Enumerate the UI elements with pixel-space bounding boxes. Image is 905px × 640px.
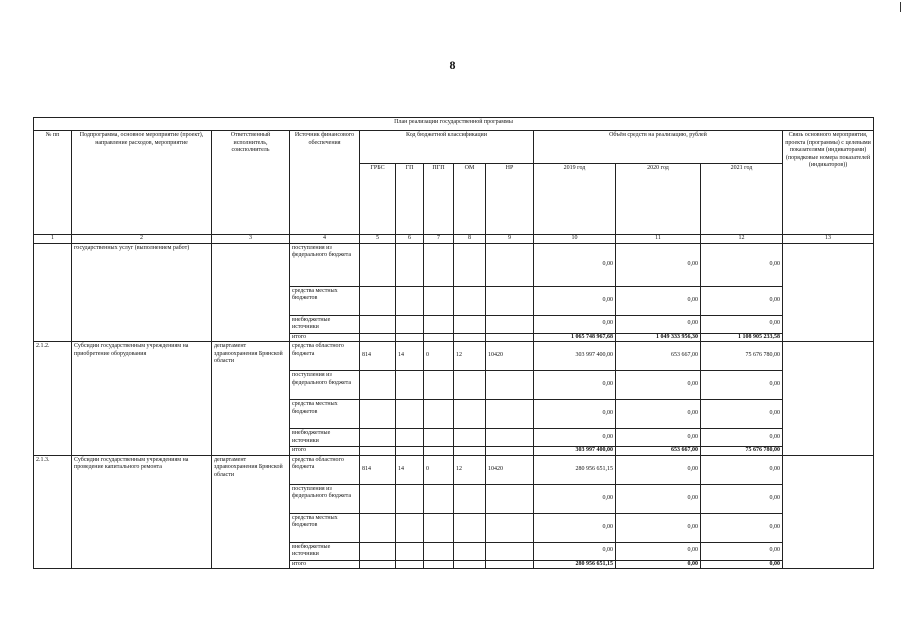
cell-grbs: 814: [360, 342, 396, 371]
table-row: [34, 342, 874, 371]
cell-executor: департамент здравоохранения Брянской области: [212, 455, 290, 569]
cell-source: итого: [290, 447, 360, 456]
cell-link: [783, 243, 874, 342]
cell-nr: 10420: [486, 455, 534, 484]
col-number: 11: [616, 235, 701, 244]
cell-2021: 0,00: [701, 286, 783, 315]
cell-name: государственных услуг (выполнением работ): [72, 243, 212, 342]
cell-source: средства областного бюджета: [290, 342, 360, 371]
cell-executor: департамент здравоохранения Брянской области: [212, 342, 290, 456]
cell-link: [783, 455, 874, 569]
cell-no: [34, 243, 72, 342]
cell-2019: 0,00: [534, 243, 616, 286]
cell-om: 12: [454, 455, 486, 484]
col-number: 1: [34, 235, 72, 244]
cell-gp: 14: [396, 342, 424, 371]
header-volume: Объём средств на реализацию, рублей: [534, 131, 783, 164]
col-number: 5: [360, 235, 396, 244]
header-om: ОМ: [454, 164, 486, 235]
cell-2020: 0,00: [616, 243, 701, 286]
cell-name: Субсидии государственным учреждениям на проведение капитального ремонта: [72, 455, 212, 569]
cell-2019: 0,00: [534, 286, 616, 315]
cell-2021: 0,00: [701, 560, 783, 569]
cell-2021: 0,00: [701, 455, 783, 484]
table-row: [34, 243, 874, 286]
cell-source: средства местных бюджетов: [290, 400, 360, 429]
cell-2021: 0,00: [701, 484, 783, 513]
col-number: 3: [212, 235, 290, 244]
scan-mark: [900, 2, 901, 12]
cell-2020: 653 667,00: [616, 342, 701, 371]
page-number: 8: [449, 58, 456, 72]
cell-source: итого: [290, 333, 360, 342]
cell-pgp: 0: [424, 455, 454, 484]
col-number: 12: [701, 235, 783, 244]
cell-source: средства областного бюджета: [290, 455, 360, 484]
cell-2020: 0,00: [616, 371, 701, 400]
cell-source: поступления из федерального бюджета: [290, 484, 360, 513]
cell-2020: 0,00: [616, 560, 701, 569]
cell-2021: 75 676 780,00: [701, 342, 783, 371]
cell-2020: 0,00: [616, 400, 701, 429]
col-number: 10: [534, 235, 616, 244]
cell-source: внебюджетные источники: [290, 429, 360, 447]
cell-2019: 280 956 651,15: [534, 560, 616, 569]
col-number: 2: [72, 235, 212, 244]
cell-source: поступления из федерального бюджета: [290, 371, 360, 400]
header-source: Источник финансового обеспечения: [290, 131, 360, 235]
cell-2021: 0,00: [701, 243, 783, 286]
cell-source: внебюджетные источники: [290, 315, 360, 333]
cell-2019: 1 065 748 967,68: [534, 333, 616, 342]
cell-grbs: 814: [360, 455, 396, 484]
col-number: 4: [290, 235, 360, 244]
cell-source: итого: [290, 560, 360, 569]
header-grbs: ГРБС: [360, 164, 396, 235]
cell-source: средства местных бюджетов: [290, 513, 360, 542]
header-link: Связь основного мероприятия, проекта (программы) с целевыми показателями (индикаторами) (порядковые номера показателей (индикаторов)): [783, 131, 874, 235]
header-gp: ГП: [396, 164, 424, 235]
cell-2019: 0,00: [534, 542, 616, 560]
cell-2019: 303 997 400,00: [534, 342, 616, 371]
cell-2019: 303 997 400,00: [534, 447, 616, 456]
column-numbers-row: [34, 235, 874, 244]
header-nr: НР: [486, 164, 534, 235]
cell-name: Субсидии государственным учреждениям на приобретение оборудования: [72, 342, 212, 456]
cell-nr: 10420: [486, 342, 534, 371]
cell-2020: 0,00: [616, 484, 701, 513]
cell-gp: 14: [396, 455, 424, 484]
cell-2019: 0,00: [534, 371, 616, 400]
header-name: Подпрограмма, основное мероприятие (проект), направление расходов, мероприятие: [72, 131, 212, 235]
cell-2021: 1 108 905 233,58: [701, 333, 783, 342]
header-pgp: ПГП: [424, 164, 454, 235]
col-number: 6: [396, 235, 424, 244]
cell-2019: 0,00: [534, 429, 616, 447]
table-row: [34, 455, 874, 484]
col-number: 8: [454, 235, 486, 244]
program-plan-table: [33, 117, 874, 569]
cell-2021: 0,00: [701, 315, 783, 333]
cell-2021: 0,00: [701, 513, 783, 542]
cell-source: внебюджетные источники: [290, 542, 360, 560]
cell-executor: [212, 243, 290, 342]
cell-2020: 0,00: [616, 542, 701, 560]
cell-no: 2.1.2.: [34, 342, 72, 456]
cell-2019: 0,00: [534, 484, 616, 513]
cell-2021: 75 676 780,00: [701, 447, 783, 456]
header-2020: 2020 год: [616, 164, 701, 235]
cell-2020: 0,00: [616, 429, 701, 447]
col-number: 9: [486, 235, 534, 244]
header-budget-code: Код бюджетной классификации: [360, 131, 534, 164]
cell-2020: 0,00: [616, 513, 701, 542]
cell-2020: 1 049 333 956,30: [616, 333, 701, 342]
cell-2019: 280 956 651,15: [534, 455, 616, 484]
header-2021: 2021 год: [701, 164, 783, 235]
cell-om: 12: [454, 342, 486, 371]
cell-no: 2.1.3.: [34, 455, 72, 569]
cell-2021: 0,00: [701, 400, 783, 429]
cell-2020: 0,00: [616, 455, 701, 484]
header-no: № пп: [34, 131, 72, 235]
cell-2019: 0,00: [534, 400, 616, 429]
cell-pgp: 0: [424, 342, 454, 371]
col-number: 7: [424, 235, 454, 244]
cell-2021: 0,00: [701, 429, 783, 447]
header-2019: 2019 год: [534, 164, 616, 235]
cell-source: средства местных бюджетов: [290, 286, 360, 315]
header-executor: Ответственный исполнитель, соисполнитель: [212, 131, 290, 235]
cell-2021: 0,00: [701, 542, 783, 560]
col-number: 13: [783, 235, 874, 244]
cell-source: поступления из федерального бюджета: [290, 243, 360, 286]
table-title: План реализации государственной программы: [34, 118, 874, 131]
cell-2020: 0,00: [616, 286, 701, 315]
cell-link: [783, 342, 874, 456]
cell-2019: 0,00: [534, 513, 616, 542]
cell-2020: 0,00: [616, 315, 701, 333]
cell-2021: 0,00: [701, 371, 783, 400]
cell-2020: 653 667,00: [616, 447, 701, 456]
cell-2019: 0,00: [534, 315, 616, 333]
